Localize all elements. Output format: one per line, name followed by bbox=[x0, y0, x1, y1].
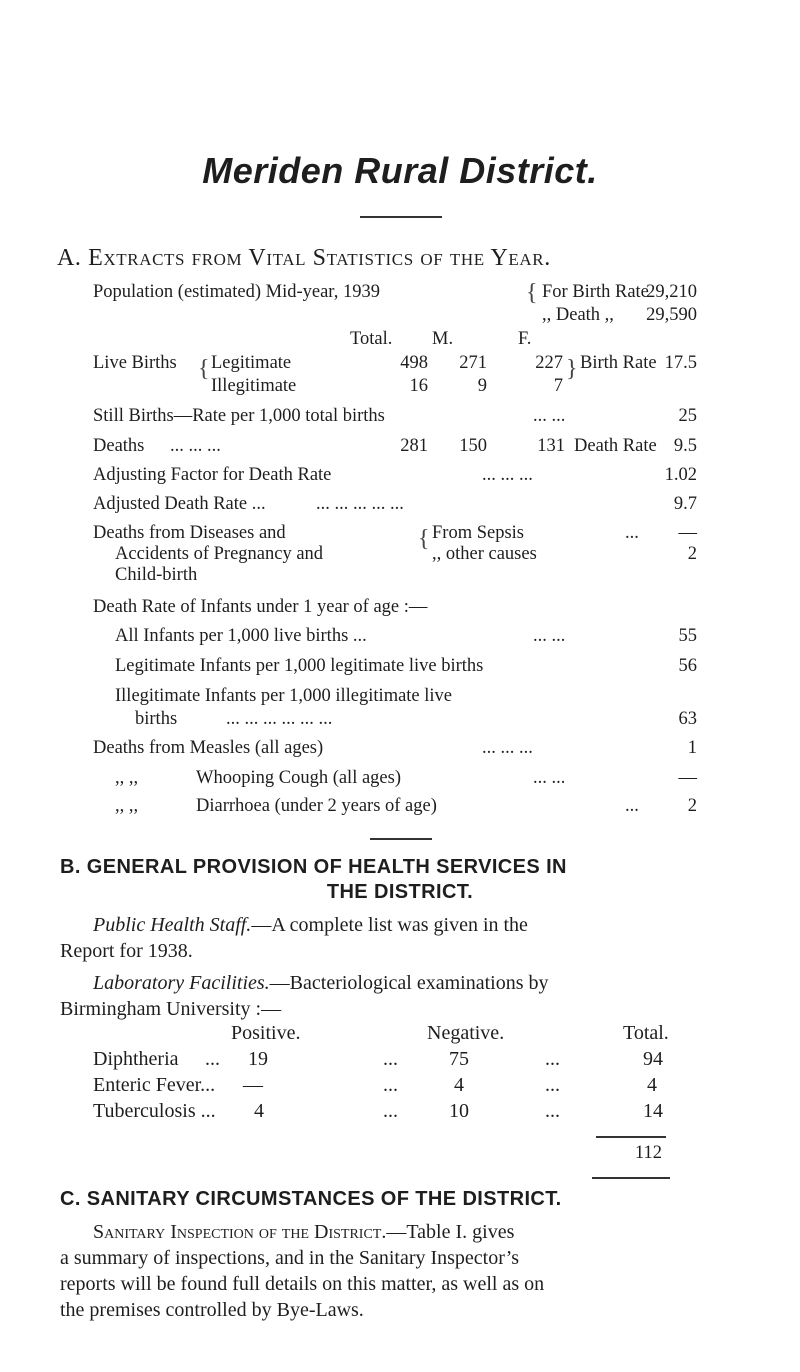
lab-row-tuberculosis-positive: 4 bbox=[254, 1100, 264, 1122]
section-a-heading: A. Extracts from Vital Statistics of the Year. bbox=[57, 245, 551, 271]
other-causes-label: ,, other causes bbox=[432, 544, 537, 564]
population-birth-label: For Birth Rate bbox=[542, 282, 649, 302]
birth-rate-label: Birth Rate bbox=[580, 353, 657, 373]
lab-row-enteric-negative: 4 bbox=[454, 1074, 464, 1096]
all-infants-value: 55 bbox=[678, 626, 697, 646]
header-m: M. bbox=[432, 329, 454, 349]
lab-row-tuberculosis-total: 14 bbox=[643, 1100, 663, 1122]
adjusted-death-rate-dots: ... ... ... ... ... bbox=[316, 494, 404, 514]
other-causes-value: 2 bbox=[687, 544, 697, 564]
all-infants-label: All Infants per 1,000 live births ... bbox=[115, 626, 367, 646]
legitimate-label: Legitimate bbox=[211, 353, 292, 373]
lab-row-diphtheria-name: Diphtheria bbox=[93, 1048, 179, 1070]
staff-text-1: —A complete list was given in the bbox=[251, 914, 528, 936]
illegit-infants-line2: births bbox=[135, 709, 178, 729]
legit-infants-value: 56 bbox=[678, 656, 697, 676]
lab-row-enteric-dots3: ... bbox=[545, 1074, 560, 1096]
diarrhoea-dots: ... bbox=[625, 796, 639, 816]
illegit-infants-line1: Illegitimate Infants per 1,000 illegitimate live bbox=[115, 686, 453, 706]
lab-row-tuberculosis-dots2: ... bbox=[383, 1100, 398, 1122]
deaths-f: 131 bbox=[537, 436, 565, 456]
maternal-line1: Deaths from Diseases and bbox=[93, 523, 286, 543]
diarrhoea-prefix: ,, ,, bbox=[115, 796, 139, 816]
illegitimate-label: Illegitimate bbox=[211, 376, 297, 396]
still-births-label: Still Births—Rate per 1,000 total births bbox=[93, 406, 385, 426]
lab-paragraph-line1 bbox=[93, 972, 548, 995]
lab-row-enteric-positive: — bbox=[243, 1074, 263, 1096]
lab-row-enteric-dots2: ... bbox=[383, 1074, 398, 1096]
sanitary-line4: the premises controlled by Bye-Laws. bbox=[60, 1299, 364, 1321]
maternal-line3: Child-birth bbox=[115, 565, 198, 585]
sanitary-line2: a summary of inspections, and in the Sanitary Inspector’s bbox=[60, 1247, 519, 1269]
measles-label: Deaths from Measles (all ages) bbox=[93, 738, 324, 758]
adjusted-death-rate-value: 9.7 bbox=[673, 494, 697, 514]
lab-row-diphtheria-positive: 19 bbox=[248, 1048, 268, 1070]
lab-grand-total: 112 bbox=[634, 1143, 662, 1163]
lab-title: Laboratory Facilities. bbox=[93, 972, 270, 994]
lab-paragraph-line2: Birmingham University :— bbox=[60, 998, 282, 1020]
sepsis-label: From Sepsis bbox=[432, 523, 525, 543]
lab-header-positive: Positive. bbox=[231, 1022, 301, 1044]
illegitimate-m: 9 bbox=[477, 376, 487, 396]
whooping-value: — bbox=[678, 768, 697, 788]
maternal-line2: Accidents of Pregnancy and bbox=[115, 544, 324, 564]
legitimate-total: 498 bbox=[400, 353, 428, 373]
staff-title: Public Health Staff. bbox=[93, 914, 252, 936]
adjusting-factor-label: Adjusting Factor for Death Rate bbox=[93, 465, 332, 485]
section-c-heading: C. SANITARY CIRCUMSTANCES OF THE DISTRICT. bbox=[60, 1188, 562, 1210]
legitimate-f: 227 bbox=[535, 353, 563, 373]
whooping-dots: ... ... bbox=[533, 768, 566, 788]
birth-rate-value: 17.5 bbox=[664, 353, 697, 373]
whooping-prefix: ,, ,, bbox=[115, 768, 139, 788]
page-title: Meriden Rural District. bbox=[202, 150, 598, 191]
legitimate-m: 271 bbox=[459, 353, 487, 373]
deaths-m: 150 bbox=[459, 436, 487, 456]
lab-row-diphtheria-negative: 75 bbox=[449, 1048, 469, 1070]
lab-row-diphtheria-dots2: ... bbox=[383, 1048, 398, 1070]
header-f: F. bbox=[518, 329, 532, 349]
population-brace: { bbox=[526, 280, 538, 306]
sanitary-title: Sanitary Inspection of the District. bbox=[93, 1221, 387, 1243]
whooping-label: Whooping Cough (all ages) bbox=[196, 768, 401, 788]
maternal-brace: { bbox=[418, 526, 430, 552]
illegitimate-f: 7 bbox=[553, 376, 563, 396]
live-births-brace: { bbox=[198, 356, 210, 382]
illegitimate-total: 16 bbox=[409, 376, 428, 396]
sanitary-line3: reports will be found full details on this matter, as well as on bbox=[60, 1273, 545, 1295]
section-a-divider bbox=[370, 838, 432, 840]
population-death-label: ,, Death ,, bbox=[542, 305, 614, 325]
still-births-dots: ... ... bbox=[533, 406, 566, 426]
lab-text-1: —Bacteriological examinations by bbox=[269, 972, 549, 994]
staff-paragraph-line2: Report for 1938. bbox=[60, 940, 193, 962]
lab-header-total: Total. bbox=[623, 1022, 669, 1044]
live-births-label: Live Births bbox=[93, 353, 177, 373]
lab-header-negative: Negative. bbox=[427, 1022, 505, 1044]
death-rate-label: Death Rate bbox=[574, 436, 657, 456]
section-b-heading-line2: THE DISTRICT. bbox=[326, 881, 474, 903]
lab-row-tuberculosis-dots3: ... bbox=[545, 1100, 560, 1122]
lab-row-diphtheria-total: 94 bbox=[643, 1048, 663, 1070]
death-rate-value: 9.5 bbox=[673, 436, 697, 456]
staff-paragraph-line1 bbox=[93, 914, 528, 937]
population-label: Population (estimated) Mid-year, 1939 bbox=[93, 282, 380, 302]
lab-row-enteric-name: Enteric Fever... bbox=[93, 1074, 216, 1096]
sepsis-dots: ... bbox=[625, 523, 639, 543]
title-divider bbox=[360, 216, 442, 218]
still-births-value: 25 bbox=[678, 406, 697, 426]
adjusting-factor-value: 1.02 bbox=[664, 465, 697, 485]
diarrhoea-label: Diarrhoea (under 2 years of age) bbox=[196, 796, 437, 816]
illegit-infants-value: 63 bbox=[678, 709, 697, 729]
measles-dots: ... ... ... bbox=[482, 738, 533, 758]
sanitary-line1 bbox=[93, 1221, 514, 1244]
lab-total-rule-top bbox=[596, 1136, 666, 1138]
deaths-label: Deaths bbox=[93, 436, 145, 456]
adjusting-factor-dots: ... ... ... bbox=[482, 465, 533, 485]
infants-heading: Death Rate of Infants under 1 year of age :— bbox=[93, 597, 428, 617]
lab-row-diphtheria-dots3: ... bbox=[545, 1048, 560, 1070]
birth-rate-brace: } bbox=[566, 356, 578, 382]
all-infants-dots: ... ... bbox=[533, 626, 566, 646]
lab-row-diphtheria-dots1: ... bbox=[205, 1048, 220, 1070]
lab-total-rule-bottom bbox=[592, 1177, 670, 1179]
lab-row-tuberculosis-name: Tuberculosis ... bbox=[93, 1100, 216, 1122]
population-birth-value: 29,210 bbox=[646, 282, 697, 302]
deaths-dots: ... ... ... bbox=[170, 436, 221, 456]
sepsis-value: — bbox=[678, 523, 697, 543]
deaths-total: 281 bbox=[400, 436, 428, 456]
header-total: Total. bbox=[350, 329, 393, 349]
sanitary-text-1: —Table I. gives bbox=[386, 1221, 515, 1243]
legit-infants-label: Legitimate Infants per 1,000 legitimate live births bbox=[115, 656, 484, 676]
measles-value: 1 bbox=[687, 738, 697, 758]
lab-row-enteric-total: 4 bbox=[647, 1074, 657, 1096]
section-b-heading-line1: B. GENERAL PROVISION OF HEALTH SERVICES IN bbox=[60, 856, 567, 878]
diarrhoea-value: 2 bbox=[687, 796, 697, 816]
lab-row-tuberculosis-negative: 10 bbox=[449, 1100, 469, 1122]
illegit-infants-dots: ... ... ... ... ... ... bbox=[226, 709, 333, 729]
population-death-value: 29,590 bbox=[646, 305, 697, 325]
adjusted-death-rate-label: Adjusted Death Rate ... bbox=[93, 494, 266, 514]
